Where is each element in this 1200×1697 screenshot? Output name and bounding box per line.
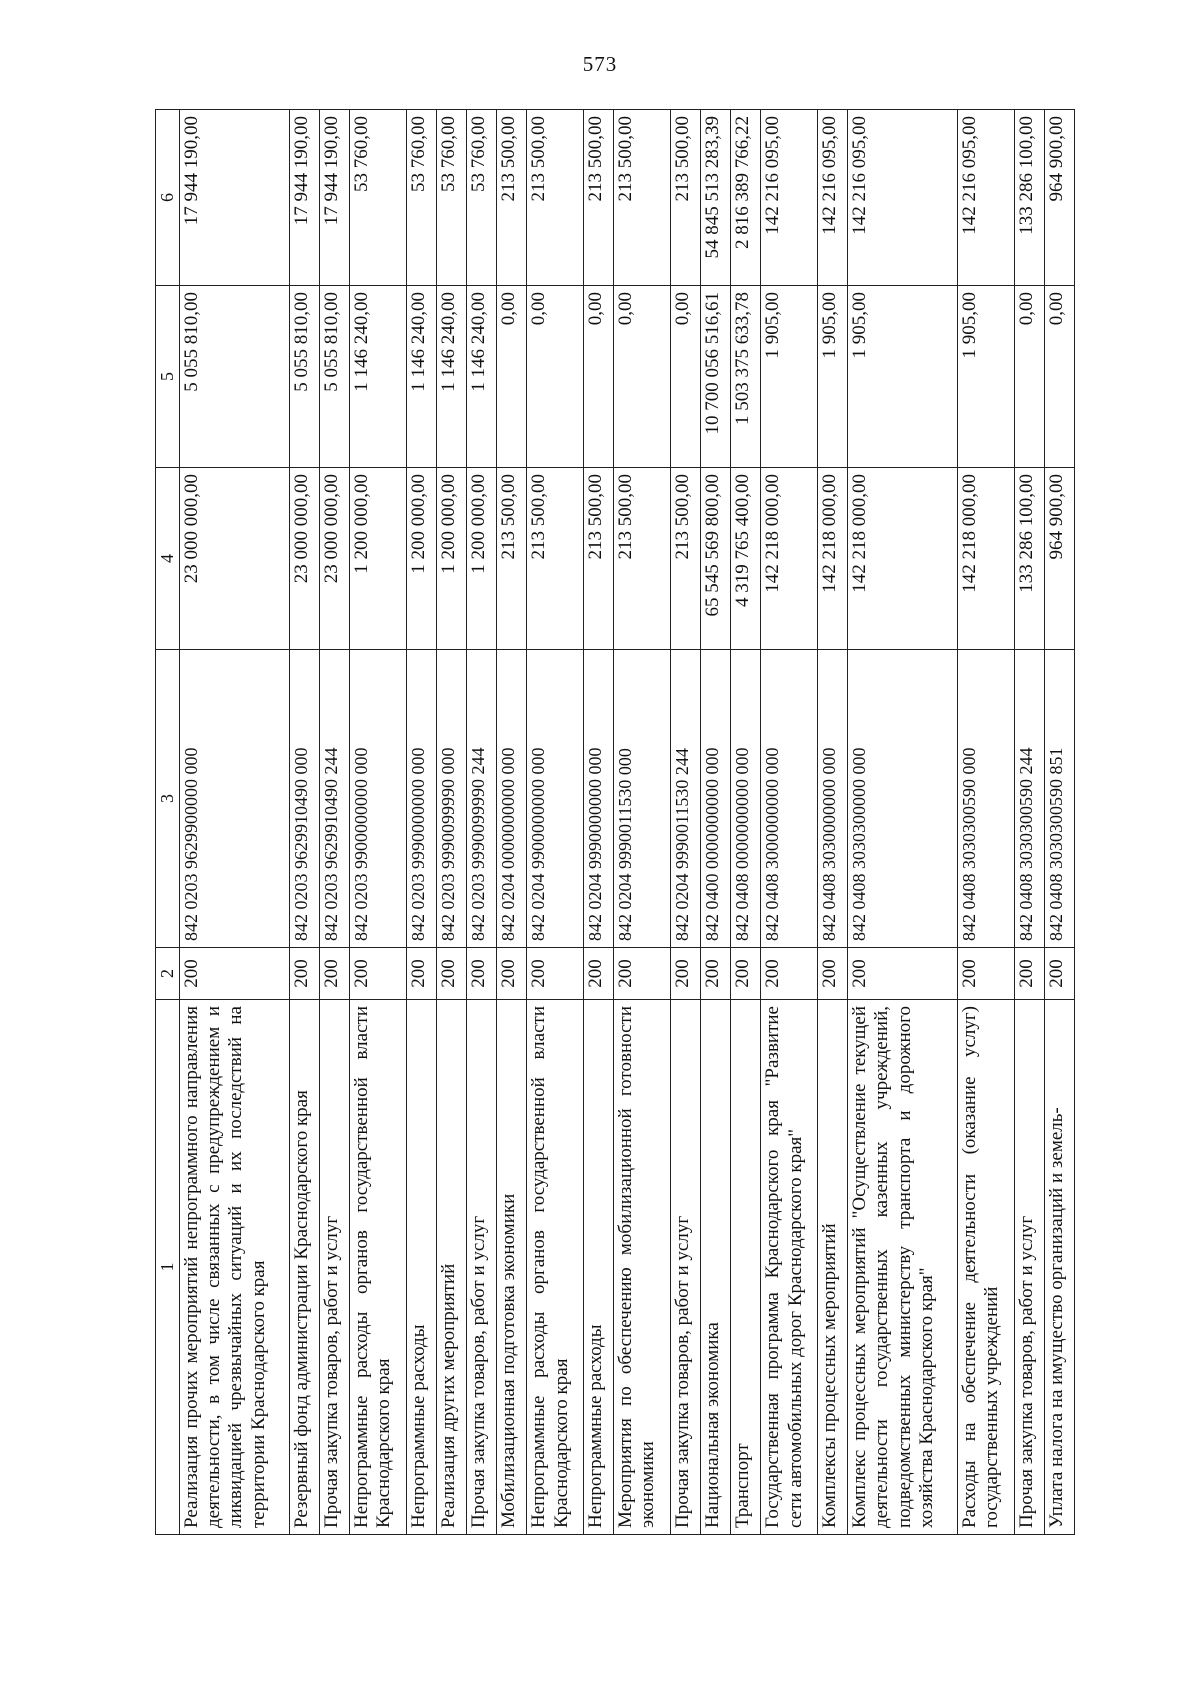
row-name-cell: Непрограммные расходы органов государственной власти Краснодарского края bbox=[350, 1000, 407, 1535]
row-name-cell: Комплекс процессных мероприятий "Осуществление текущей деятельности государственных казенных учреждений, подведомственных министерству транспорта и дорожного хозяйства Краснодарского края" bbox=[848, 1000, 958, 1535]
row-name-cell: Резервный фонд администрации Краснодарского края bbox=[289, 1000, 319, 1535]
row-group-cell: 200 bbox=[1014, 948, 1044, 1000]
table-row bbox=[848, 110, 958, 1535]
row-group-cell: 200 bbox=[289, 948, 319, 1000]
table-row bbox=[731, 110, 761, 1535]
row-col4-cell: 1 200 000,00 bbox=[467, 468, 497, 650]
row-code-cell: 842 0204 9990011530 000 bbox=[614, 650, 671, 948]
row-group-cell: 200 bbox=[319, 948, 349, 1000]
row-col5-cell: 1 503 375 633,78 bbox=[731, 286, 761, 468]
row-col6-cell: 53 760,00 bbox=[467, 110, 497, 286]
row-col6-cell: 964 900,00 bbox=[1044, 110, 1074, 286]
row-col5-cell: 0,00 bbox=[1014, 286, 1044, 468]
row-col4-cell: 213 500,00 bbox=[584, 468, 614, 650]
row-group-cell: 200 bbox=[731, 948, 761, 1000]
row-col6-cell: 2 816 389 766,22 bbox=[731, 110, 761, 286]
row-group-cell: 200 bbox=[436, 948, 466, 1000]
row-name-cell: Комплексы процессных мероприятий bbox=[818, 1000, 848, 1535]
row-col5-cell: 5 055 810,00 bbox=[180, 286, 290, 468]
row-col5-cell: 1 146 240,00 bbox=[436, 286, 466, 468]
row-code-cell: 842 0203 9990099990 244 bbox=[467, 650, 497, 948]
table-body bbox=[180, 110, 1075, 1535]
row-name-cell: Государственная программа Краснодарского края "Развитие сети автомобильных дорог Краснодарского края" bbox=[761, 1000, 818, 1535]
row-col5-cell: 1 146 240,00 bbox=[350, 286, 407, 468]
table-header-row bbox=[156, 110, 180, 1535]
row-col5-cell: 1 146 240,00 bbox=[467, 286, 497, 468]
row-group-cell: 200 bbox=[614, 948, 671, 1000]
column-header: 5 bbox=[156, 286, 180, 468]
row-col6-cell: 53 760,00 bbox=[406, 110, 436, 286]
column-header: 6 bbox=[156, 110, 180, 286]
table-row bbox=[584, 110, 614, 1535]
row-code-cell: 842 0400 0000000000 000 bbox=[701, 650, 731, 948]
row-col4-cell: 133 286 100,00 bbox=[1014, 468, 1044, 650]
row-name-cell: Прочая закупка товаров, работ и услуг bbox=[467, 1000, 497, 1535]
row-col4-cell: 4 319 765 400,00 bbox=[731, 468, 761, 650]
row-group-cell: 200 bbox=[761, 948, 818, 1000]
row-col5-cell: 5 055 810,00 bbox=[289, 286, 319, 468]
row-name-cell: Непрограммные расходы органов государственной власти Краснодарского края bbox=[527, 1000, 584, 1535]
row-code-cell: 842 0203 9990099990 000 bbox=[436, 650, 466, 948]
row-col5-cell: 1 905,00 bbox=[848, 286, 958, 468]
row-col4-cell: 142 218 000,00 bbox=[957, 468, 1014, 650]
row-col6-cell: 53 760,00 bbox=[436, 110, 466, 286]
row-name-cell: Прочая закупка товаров, работ и услуг bbox=[1014, 1000, 1044, 1535]
row-code-cell: 842 0408 3030300590 244 bbox=[1014, 650, 1044, 948]
row-col4-cell: 213 500,00 bbox=[497, 468, 527, 650]
row-col6-cell: 142 216 095,00 bbox=[848, 110, 958, 286]
row-code-cell: 842 0203 9629910490 000 bbox=[289, 650, 319, 948]
row-col6-cell: 213 500,00 bbox=[584, 110, 614, 286]
table-row bbox=[497, 110, 527, 1535]
table-row bbox=[467, 110, 497, 1535]
table-row bbox=[350, 110, 407, 1535]
row-col4-cell: 142 218 000,00 bbox=[761, 468, 818, 650]
row-col4-cell: 964 900,00 bbox=[1044, 468, 1074, 650]
budget-table bbox=[155, 109, 1075, 1535]
row-col6-cell: 133 286 100,00 bbox=[1014, 110, 1044, 286]
row-group-cell: 200 bbox=[1044, 948, 1074, 1000]
table-row bbox=[1014, 110, 1044, 1535]
page-number: 573 bbox=[582, 52, 618, 76]
row-col6-cell: 53 760,00 bbox=[350, 110, 407, 286]
row-col5-cell: 0,00 bbox=[584, 286, 614, 468]
row-col6-cell: 142 216 095,00 bbox=[818, 110, 848, 286]
table-row bbox=[289, 110, 319, 1535]
table-row bbox=[761, 110, 818, 1535]
row-code-cell: 842 0408 3030300000 000 bbox=[848, 650, 958, 948]
row-group-cell: 200 bbox=[467, 948, 497, 1000]
row-col5-cell: 0,00 bbox=[497, 286, 527, 468]
row-group-cell: 200 bbox=[497, 948, 527, 1000]
row-name-cell: Транспорт bbox=[731, 1000, 761, 1535]
row-group-cell: 200 bbox=[350, 948, 407, 1000]
row-col4-cell: 213 500,00 bbox=[614, 468, 671, 650]
row-code-cell: 842 0204 9900000000 000 bbox=[527, 650, 584, 948]
row-name-cell: Расходы на обеспечение деятельности (оказание услуг) государственных учреждений bbox=[957, 1000, 1014, 1535]
row-col5-cell: 1 905,00 bbox=[957, 286, 1014, 468]
row-name-cell: Прочая закупка товаров, работ и услуг bbox=[670, 1000, 700, 1535]
row-name-cell: Реализация прочих мероприятий непрограммного направления деятельности, в том числе связанных с предупреждением и ликвидацией чрезвычайных ситуаций и их последствий на территории Краснодарского края bbox=[180, 1000, 290, 1535]
row-col5-cell: 5 055 810,00 bbox=[319, 286, 349, 468]
row-col4-cell: 213 500,00 bbox=[527, 468, 584, 650]
row-col4-cell: 23 000 000,00 bbox=[289, 468, 319, 650]
table-row bbox=[614, 110, 671, 1535]
row-code-cell: 842 0203 9900000000 000 bbox=[350, 650, 407, 948]
table-row bbox=[957, 110, 1014, 1535]
row-col6-cell: 213 500,00 bbox=[497, 110, 527, 286]
row-col6-cell: 17 944 190,00 bbox=[180, 110, 290, 286]
row-code-cell: 842 0408 0000000000 000 bbox=[731, 650, 761, 948]
row-col4-cell: 1 200 000,00 bbox=[436, 468, 466, 650]
row-col4-cell: 1 200 000,00 bbox=[350, 468, 407, 650]
column-header: 3 bbox=[156, 650, 180, 948]
row-col6-cell: 142 216 095,00 bbox=[761, 110, 818, 286]
row-group-cell: 200 bbox=[670, 948, 700, 1000]
row-name-cell: Непрограммные расходы bbox=[406, 1000, 436, 1535]
rotated-table-wrapper bbox=[155, 110, 1075, 1535]
row-group-cell: 200 bbox=[180, 948, 290, 1000]
row-group-cell: 200 bbox=[957, 948, 1014, 1000]
row-group-cell: 200 bbox=[527, 948, 584, 1000]
row-col5-cell: 1 905,00 bbox=[818, 286, 848, 468]
row-col6-cell: 213 500,00 bbox=[670, 110, 700, 286]
row-col6-cell: 213 500,00 bbox=[527, 110, 584, 286]
table-row bbox=[818, 110, 848, 1535]
row-name-cell: Национальная экономика bbox=[701, 1000, 731, 1535]
row-col6-cell: 17 944 190,00 bbox=[289, 110, 319, 286]
row-group-cell: 200 bbox=[701, 948, 731, 1000]
row-col4-cell: 65 545 569 800,00 bbox=[701, 468, 731, 650]
row-col5-cell: 0,00 bbox=[1044, 286, 1074, 468]
row-group-cell: 200 bbox=[584, 948, 614, 1000]
row-name-cell: Мероприятия по обеспечению мобилизационной готовности экономики bbox=[614, 1000, 671, 1535]
column-header: 4 bbox=[156, 468, 180, 650]
row-col4-cell: 23 000 000,00 bbox=[180, 468, 290, 650]
row-col5-cell: 1 905,00 bbox=[761, 286, 818, 468]
row-col5-cell: 0,00 bbox=[614, 286, 671, 468]
row-name-cell: Мобилизационная подготовка экономики bbox=[497, 1000, 527, 1535]
row-code-cell: 842 0408 3030000000 000 bbox=[818, 650, 848, 948]
row-col6-cell: 213 500,00 bbox=[614, 110, 671, 286]
row-group-cell: 200 bbox=[406, 948, 436, 1000]
row-col5-cell: 1 146 240,00 bbox=[406, 286, 436, 468]
row-col4-cell: 23 000 000,00 bbox=[319, 468, 349, 650]
row-col4-cell: 213 500,00 bbox=[670, 468, 700, 650]
row-name-cell: Реализация других мероприятий bbox=[436, 1000, 466, 1535]
row-group-cell: 200 bbox=[818, 948, 848, 1000]
column-header: 2 bbox=[156, 948, 180, 1000]
row-col4-cell: 142 218 000,00 bbox=[848, 468, 958, 650]
table-row bbox=[1044, 110, 1074, 1535]
row-name-cell: Прочая закупка товаров, работ и услуг bbox=[319, 1000, 349, 1535]
row-code-cell: 842 0408 3030300590 851 bbox=[1044, 650, 1074, 948]
column-header: 1 bbox=[156, 1000, 180, 1535]
row-code-cell: 842 0204 9990011530 244 bbox=[670, 650, 700, 948]
row-col4-cell: 1 200 000,00 bbox=[406, 468, 436, 650]
table-row bbox=[319, 110, 349, 1535]
row-code-cell: 842 0204 0000000000 000 bbox=[497, 650, 527, 948]
row-col5-cell: 0,00 bbox=[527, 286, 584, 468]
table-row bbox=[436, 110, 466, 1535]
row-code-cell: 842 0408 3000000000 000 bbox=[761, 650, 818, 948]
table-row bbox=[670, 110, 700, 1535]
table-row bbox=[527, 110, 584, 1535]
row-name-cell: Уплата налога на имущество организаций и земель- bbox=[1044, 1000, 1074, 1535]
row-name-cell: Непрограммные расходы bbox=[584, 1000, 614, 1535]
table-row bbox=[180, 110, 290, 1535]
row-code-cell: 842 0203 9629900000 000 bbox=[180, 650, 290, 948]
row-col6-cell: 17 944 190,00 bbox=[319, 110, 349, 286]
row-code-cell: 842 0203 9990000000 000 bbox=[406, 650, 436, 948]
row-col6-cell: 142 216 095,00 bbox=[957, 110, 1014, 286]
row-col4-cell: 142 218 000,00 bbox=[818, 468, 848, 650]
table-row bbox=[701, 110, 731, 1535]
table-row bbox=[406, 110, 436, 1535]
row-col5-cell: 10 700 056 516,61 bbox=[701, 286, 731, 468]
row-col6-cell: 54 845 513 283,39 bbox=[701, 110, 731, 286]
row-code-cell: 842 0203 9629910490 244 bbox=[319, 650, 349, 948]
row-group-cell: 200 bbox=[848, 948, 958, 1000]
row-code-cell: 842 0408 3030300590 000 bbox=[957, 650, 1014, 948]
row-code-cell: 842 0204 9990000000 000 bbox=[584, 650, 614, 948]
row-col5-cell: 0,00 bbox=[670, 286, 700, 468]
